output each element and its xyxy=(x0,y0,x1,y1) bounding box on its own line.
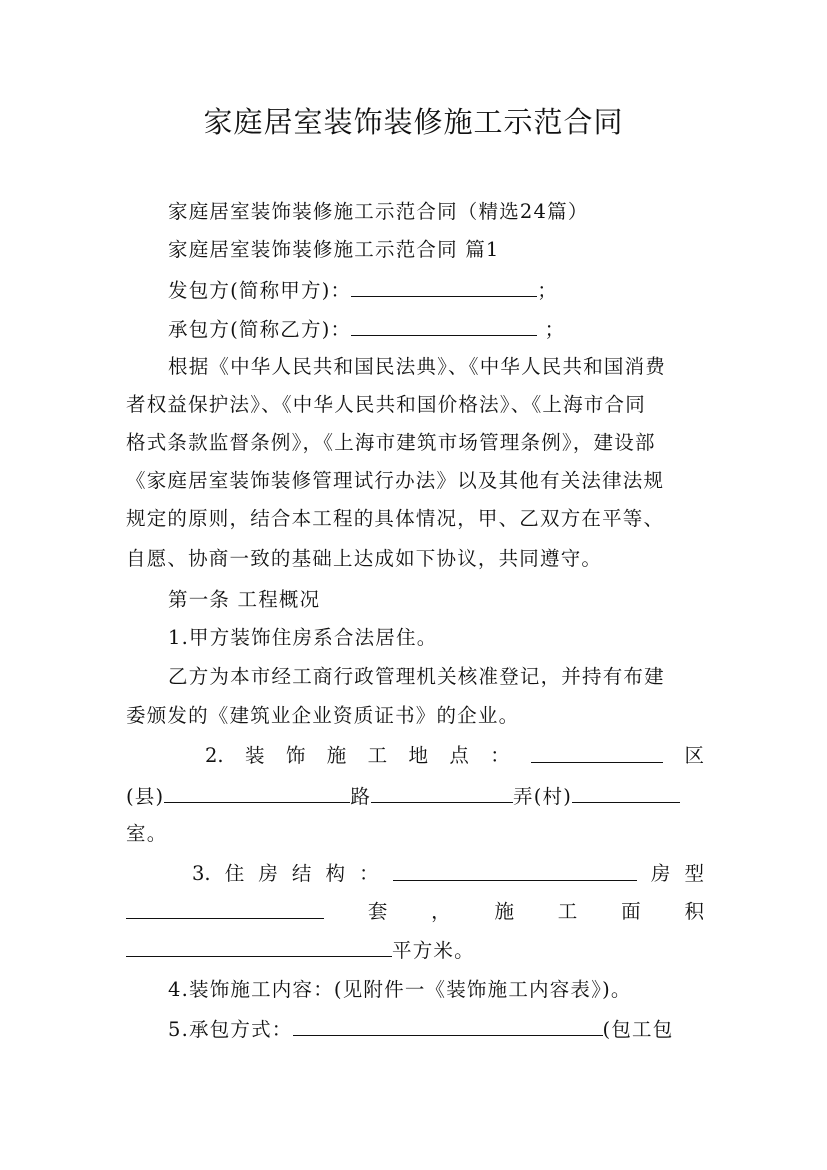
item-2-label-char: 地 xyxy=(408,744,428,767)
structure-blank xyxy=(393,860,637,881)
set-blank xyxy=(126,898,324,919)
item-2-label-char: 装 xyxy=(244,744,265,767)
item-5-label: 5.承包方式： xyxy=(168,1018,293,1041)
item-2-label-char: 点 xyxy=(449,744,469,767)
item-3-label-char: 3. xyxy=(192,862,211,885)
paragraph-line: 规定的原则，结合本工程的具体情况，甲、乙双方在平等、 xyxy=(126,507,665,530)
item-1b-line: 乙方为本市经工商行政管理机关核准登记，并持有布建 xyxy=(168,665,665,688)
road-blank xyxy=(371,782,513,803)
item-3-label-char: 结 xyxy=(291,862,312,885)
area-char: 施 xyxy=(494,900,514,923)
contract-mode-blank xyxy=(293,1015,603,1036)
item-2-label-char: 工 xyxy=(367,744,388,767)
paragraph-line: 者权益保护法》、《中华人民共和国价格法》、《上海市合同 xyxy=(126,393,646,416)
road-label: 路 xyxy=(350,785,372,808)
area-blank xyxy=(126,936,392,957)
article-heading: 第一条 工程概况 xyxy=(168,588,321,611)
item-2-line xyxy=(205,742,704,770)
item-3-label-char: 构 xyxy=(325,862,346,885)
item-5-tail: (包工包 xyxy=(602,1018,674,1041)
address-line xyxy=(126,782,704,811)
paragraph-line: 格式条款监督条例》，《上海市建筑市场管理条例》，建设部 xyxy=(126,431,656,454)
set-comma: ， xyxy=(431,900,451,923)
paragraph-line: 自愿、协商一致的基础上达成如下协议，共同遵守。 xyxy=(126,547,603,570)
county-blank xyxy=(164,782,350,803)
item-3-label-char: 房 xyxy=(258,862,278,885)
item-4: 4.装饰施工内容：(见附件一《装饰施工内容表》)。 xyxy=(168,978,632,1001)
party-b-end: ； xyxy=(537,318,566,341)
document-title: 家庭居室装饰装修施工示范合同 xyxy=(203,105,624,139)
room-type-char: 型 xyxy=(684,862,704,885)
area-char: 面 xyxy=(621,900,641,923)
area-unit: 平方米。 xyxy=(392,939,475,962)
area-line xyxy=(126,936,704,965)
district-label: 区 xyxy=(684,744,704,767)
party-a-line xyxy=(168,276,704,305)
district-blank xyxy=(531,742,663,763)
intro-line: 家庭居室装饰装修施工示范合同（精选24篇） xyxy=(168,200,589,223)
area-char: 积 xyxy=(684,900,704,923)
room-type-char: 房 xyxy=(650,862,671,885)
party-b-line xyxy=(168,315,704,344)
county-label: (县) xyxy=(126,785,165,808)
paragraph-line: 根据《中华人民共和国民法典》、《中华人民共和国消费 xyxy=(168,355,667,378)
lane-label: 弄(村) xyxy=(513,785,573,808)
party-b-label: 承包方(简称乙方)： xyxy=(168,318,352,341)
item-2-label-char: ： xyxy=(490,744,510,767)
set-line xyxy=(126,898,704,926)
item-3-label-char: 住 xyxy=(224,862,245,885)
item-2-label-char: 2. xyxy=(205,744,224,767)
item-2-label-char: 饰 xyxy=(285,744,306,767)
area-char: 工 xyxy=(557,900,578,923)
set-label: 套 xyxy=(367,900,388,923)
room-line: 室。 xyxy=(126,822,168,845)
party-a-label: 发包方(简称甲方)： xyxy=(168,279,352,302)
lane-blank xyxy=(572,782,680,803)
paragraph-line: 《家庭居室装饰装修管理试行办法》以及其他有关法律法规 xyxy=(126,469,665,492)
party-a-end: ； xyxy=(537,279,558,302)
item-3-label-char: ： xyxy=(359,862,379,885)
item-2-label-char: 施 xyxy=(326,744,347,767)
subtitle-line: 家庭居室装饰装修施工示范合同 篇1 xyxy=(168,238,500,261)
item-1b-line: 委颁发的《建筑业企业资质证书》的企业。 xyxy=(126,704,520,727)
party-a-blank xyxy=(351,276,537,297)
item-5-line xyxy=(168,1015,704,1044)
party-b-blank xyxy=(351,315,537,336)
item-3-line xyxy=(192,860,704,888)
item-1: 1.甲方装饰住房系合法居住。 xyxy=(168,626,438,649)
